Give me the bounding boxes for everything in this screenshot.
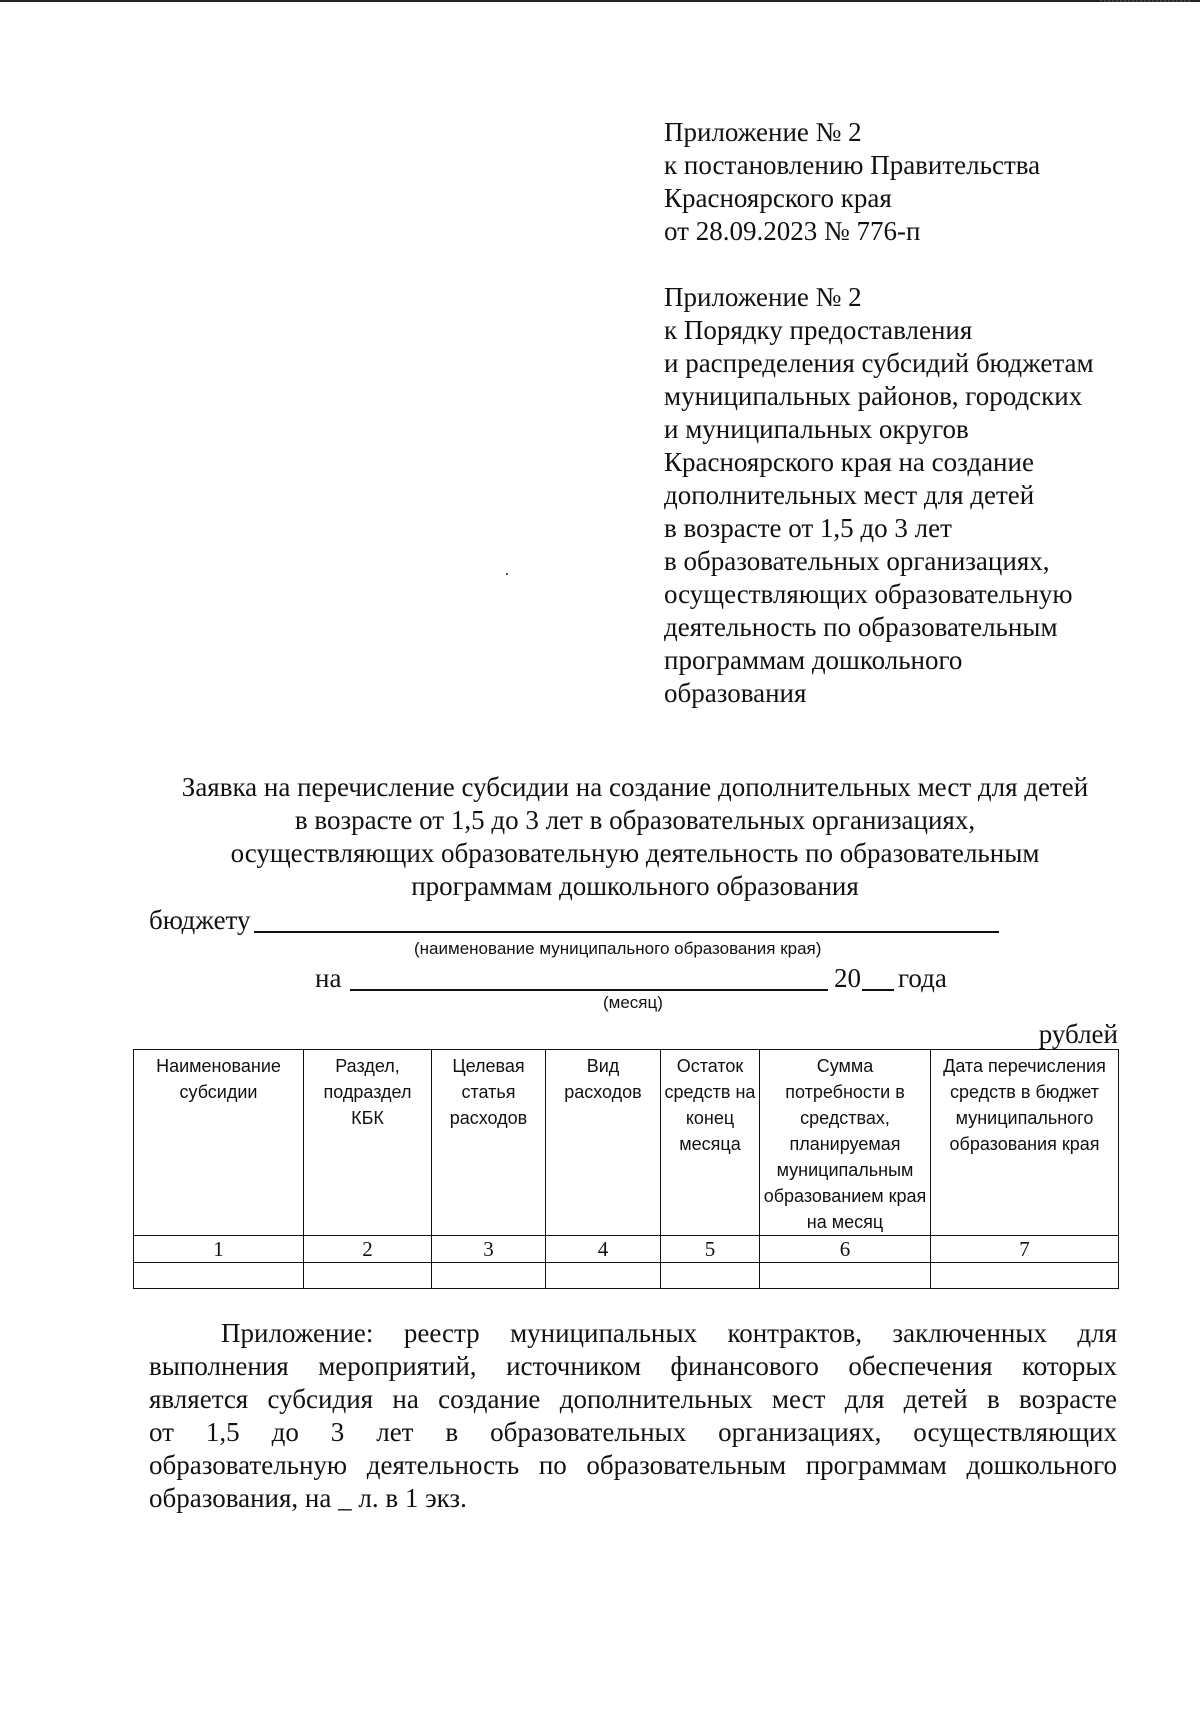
column-number: 4: [546, 1236, 661, 1263]
column-number: 6: [760, 1236, 931, 1263]
note-line: Приложение: реестр муниципальных контрактов, заключенных для: [221, 1318, 1117, 1348]
year-suffix: года: [898, 963, 947, 993]
table-cell[interactable]: [134, 1263, 304, 1289]
col-header-kbk-section: Раздел, подраздел КБК: [304, 1050, 432, 1236]
month-field[interactable]: [350, 989, 828, 991]
attachment-note: [149, 1317, 1117, 1515]
col-header-target-item: Целевая статья расходов: [432, 1050, 546, 1236]
appendix-resolution-header: [664, 116, 1040, 248]
budget-field-hint: (наименование муниципального образования края): [414, 939, 822, 958]
table-row: [134, 1263, 1119, 1289]
column-number: 1: [134, 1236, 304, 1263]
title-line: Заявка на перечисление субсидии на создание дополнительных мест для детей: [181, 772, 1089, 802]
column-number: 7: [931, 1236, 1119, 1263]
appendix-order-line: осуществляющих образовательную: [664, 579, 1073, 609]
scan-speck: [506, 573, 508, 575]
note-line: от 1,5 до 3 лет в образовательных организациях, осуществляющих: [149, 1417, 1117, 1447]
col-header-required-amount: Сумма потребности в средствах, планируемая муниципальным образованием края на месяц: [760, 1050, 931, 1236]
appendix-order-line: программам дошкольного: [664, 645, 963, 675]
column-number: 2: [304, 1236, 432, 1263]
appendix-order-header: [664, 281, 1094, 710]
appendix-order-line: в возрасте от 1,5 до 3 лет: [664, 513, 952, 543]
appendix-order-line: дополнительных мест для детей: [664, 480, 1035, 510]
note-line: является субсидия на создание дополнительных мест для детей в возрасте: [149, 1384, 1117, 1414]
column-number: 5: [661, 1236, 760, 1263]
appendix-resolution-line: Красноярского края: [664, 183, 892, 213]
title-line: программам дошкольного образования: [411, 871, 859, 901]
table-cell[interactable]: [760, 1263, 931, 1289]
col-header-expense-type: Вид расходов: [546, 1050, 661, 1236]
table-cell[interactable]: [931, 1263, 1119, 1289]
document-title: [140, 771, 1130, 903]
table-column-number-row: [134, 1236, 1119, 1263]
appendix-resolution-line: Приложение № 2: [664, 117, 862, 147]
title-line: осуществляющих образовательную деятельность по образовательным: [230, 838, 1040, 868]
table-cell[interactable]: [546, 1263, 661, 1289]
on-label: на: [315, 963, 342, 993]
note-line: образовательную деятельность по образовательным программам дошкольного: [149, 1450, 1117, 1480]
budget-label: бюджету: [149, 905, 251, 935]
appendix-order-line: Приложение № 2: [664, 282, 862, 312]
subsidy-request-table: [133, 1049, 1119, 1289]
year-field[interactable]: [862, 989, 894, 991]
appendix-resolution-line: к постановлению Правительства: [664, 150, 1041, 180]
appendix-order-line: в образовательных организациях,: [664, 546, 1050, 576]
appendix-resolution-line: от 28.09.2023 № 776-п: [664, 216, 921, 246]
year-prefix: 20: [834, 963, 861, 993]
budget-name-field[interactable]: [254, 931, 999, 933]
col-header-transfer-date: Дата перечисления средств в бюджет муниципального образования края: [931, 1050, 1119, 1236]
col-header-subsidy-name: Наименование субсидии: [134, 1050, 304, 1236]
currency-units: рублей: [1038, 1019, 1118, 1049]
appendix-order-line: к Порядку предоставления: [664, 315, 973, 345]
top-border-rule: [0, 0, 1200, 2]
scan-edge-marks: [1100, 0, 1190, 4]
appendix-order-line: и распределения субсидий бюджетам: [664, 348, 1094, 378]
appendix-order-line: Красноярского края на создание: [664, 447, 1034, 477]
col-header-balance: Остаток средств на конец месяца: [661, 1050, 760, 1236]
appendix-order-line: деятельность по образовательным: [664, 612, 1058, 642]
appendix-order-line: образования: [664, 678, 807, 708]
title-line: в возрасте от 1,5 до 3 лет в образовательных организациях,: [294, 805, 976, 835]
month-field-hint: (месяц): [603, 993, 663, 1012]
note-line: образования, на _ л. в 1 экз.: [149, 1483, 467, 1513]
column-number: 3: [432, 1236, 546, 1263]
table-cell[interactable]: [432, 1263, 546, 1289]
appendix-order-line: муниципальных районов, городских: [664, 381, 1083, 411]
table-cell[interactable]: [304, 1263, 432, 1289]
appendix-order-line: и муниципальных округов: [664, 414, 969, 444]
table-header-row: [134, 1050, 1119, 1236]
note-line: выполнения мероприятий, источником финансового обеспечения которых: [149, 1351, 1117, 1381]
table-cell[interactable]: [661, 1263, 760, 1289]
